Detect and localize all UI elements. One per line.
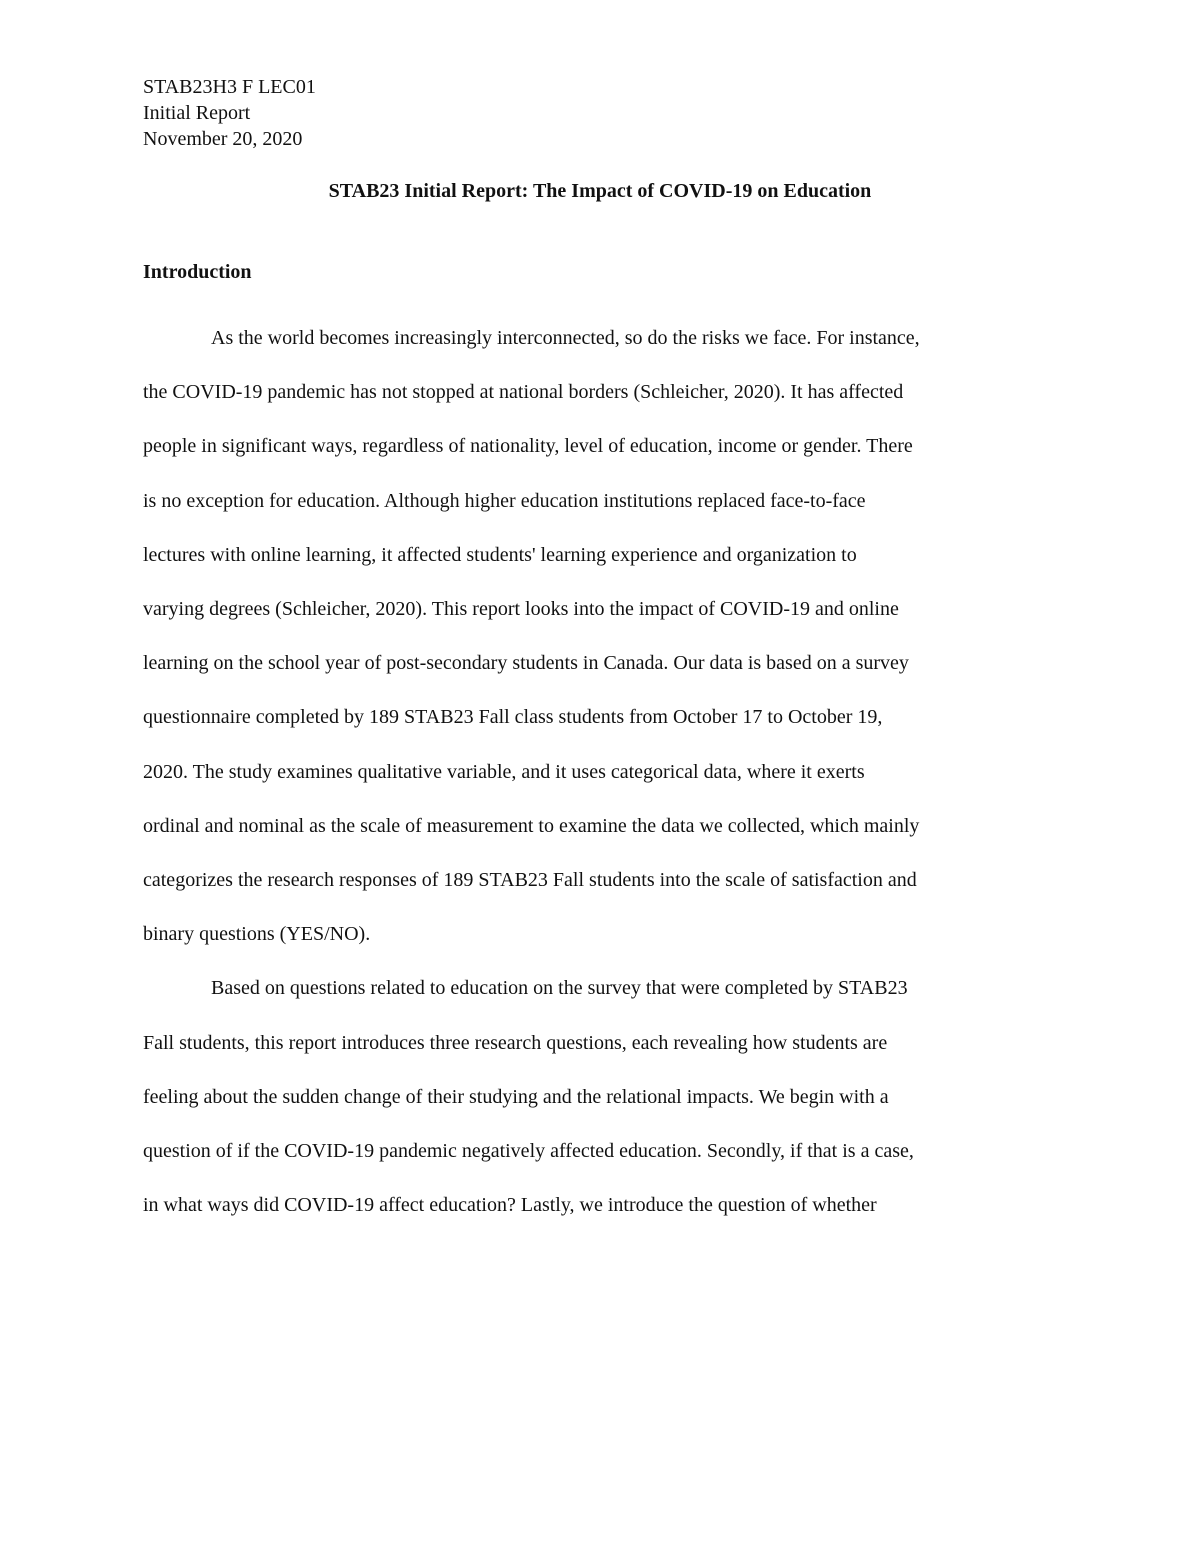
- paragraph-line: Fall students, this report introduces three research questions, each revealing how students are: [143, 1031, 888, 1054]
- paragraph-line: is no exception for education. Although higher education institutions replaced face-to-face: [143, 489, 866, 512]
- paragraph-line: questionnaire completed by 189 STAB23 Fall class students from October 17 to October 19,: [143, 706, 883, 729]
- paragraph-line: learning on the school year of post-secondary students in Canada. Our data is based on a survey: [143, 652, 909, 675]
- paragraph-line: lectures with online learning, it affected students' learning experience and organization to: [143, 543, 857, 566]
- document-type: Initial Report: [143, 102, 251, 124]
- paragraph-line: Based on questions related to education on the survey that were completed by STAB23: [211, 977, 908, 1000]
- paragraph: [143, 311, 1055, 961]
- paragraph-line: ordinal and nominal as the scale of measurement to examine the data we collected, which mainly: [143, 814, 920, 837]
- document-title: STAB23 Initial Report: The Impact of COVID-19 on Education: [328, 180, 872, 202]
- document-header: [143, 74, 316, 152]
- paragraph-line: the COVID-19 pandemic has not stopped at national borders (Schleicher, 2020). It has affected: [143, 381, 904, 404]
- section-heading: Introduction: [143, 261, 252, 283]
- paragraph-line: varying degrees (Schleicher, 2020). This report looks into the impact of COVID-19 and online: [143, 598, 899, 621]
- document-date: November 20, 2020: [143, 128, 303, 150]
- paragraph-line: in what ways did COVID-19 affect education? Lastly, we introduce the question of whether: [143, 1194, 877, 1217]
- paragraph: [143, 961, 1055, 1232]
- paragraph-line: binary questions (YES/NO).: [143, 923, 371, 946]
- paragraph-line: As the world becomes increasingly interconnected, so do the risks we face. For instance,: [211, 327, 920, 349]
- paragraph-line: categorizes the research responses of 189 STAB23 Fall students into the scale of satisfaction and: [143, 869, 917, 892]
- paragraph-line: 2020. The study examines qualitative variable, and it uses categorical data, where it exerts: [143, 760, 865, 783]
- body-text: [143, 311, 1055, 1232]
- paragraph-line: people in significant ways, regardless of nationality, level of education, income or gender. There: [143, 435, 913, 458]
- paragraph-line: feeling about the sudden change of their studying and the relational impacts. We begin with a: [143, 1085, 889, 1108]
- paragraph-line: question of if the COVID-19 pandemic negatively affected education. Secondly, if that is a case,: [143, 1140, 914, 1163]
- course-code: STAB23H3 F LEC01: [143, 76, 316, 98]
